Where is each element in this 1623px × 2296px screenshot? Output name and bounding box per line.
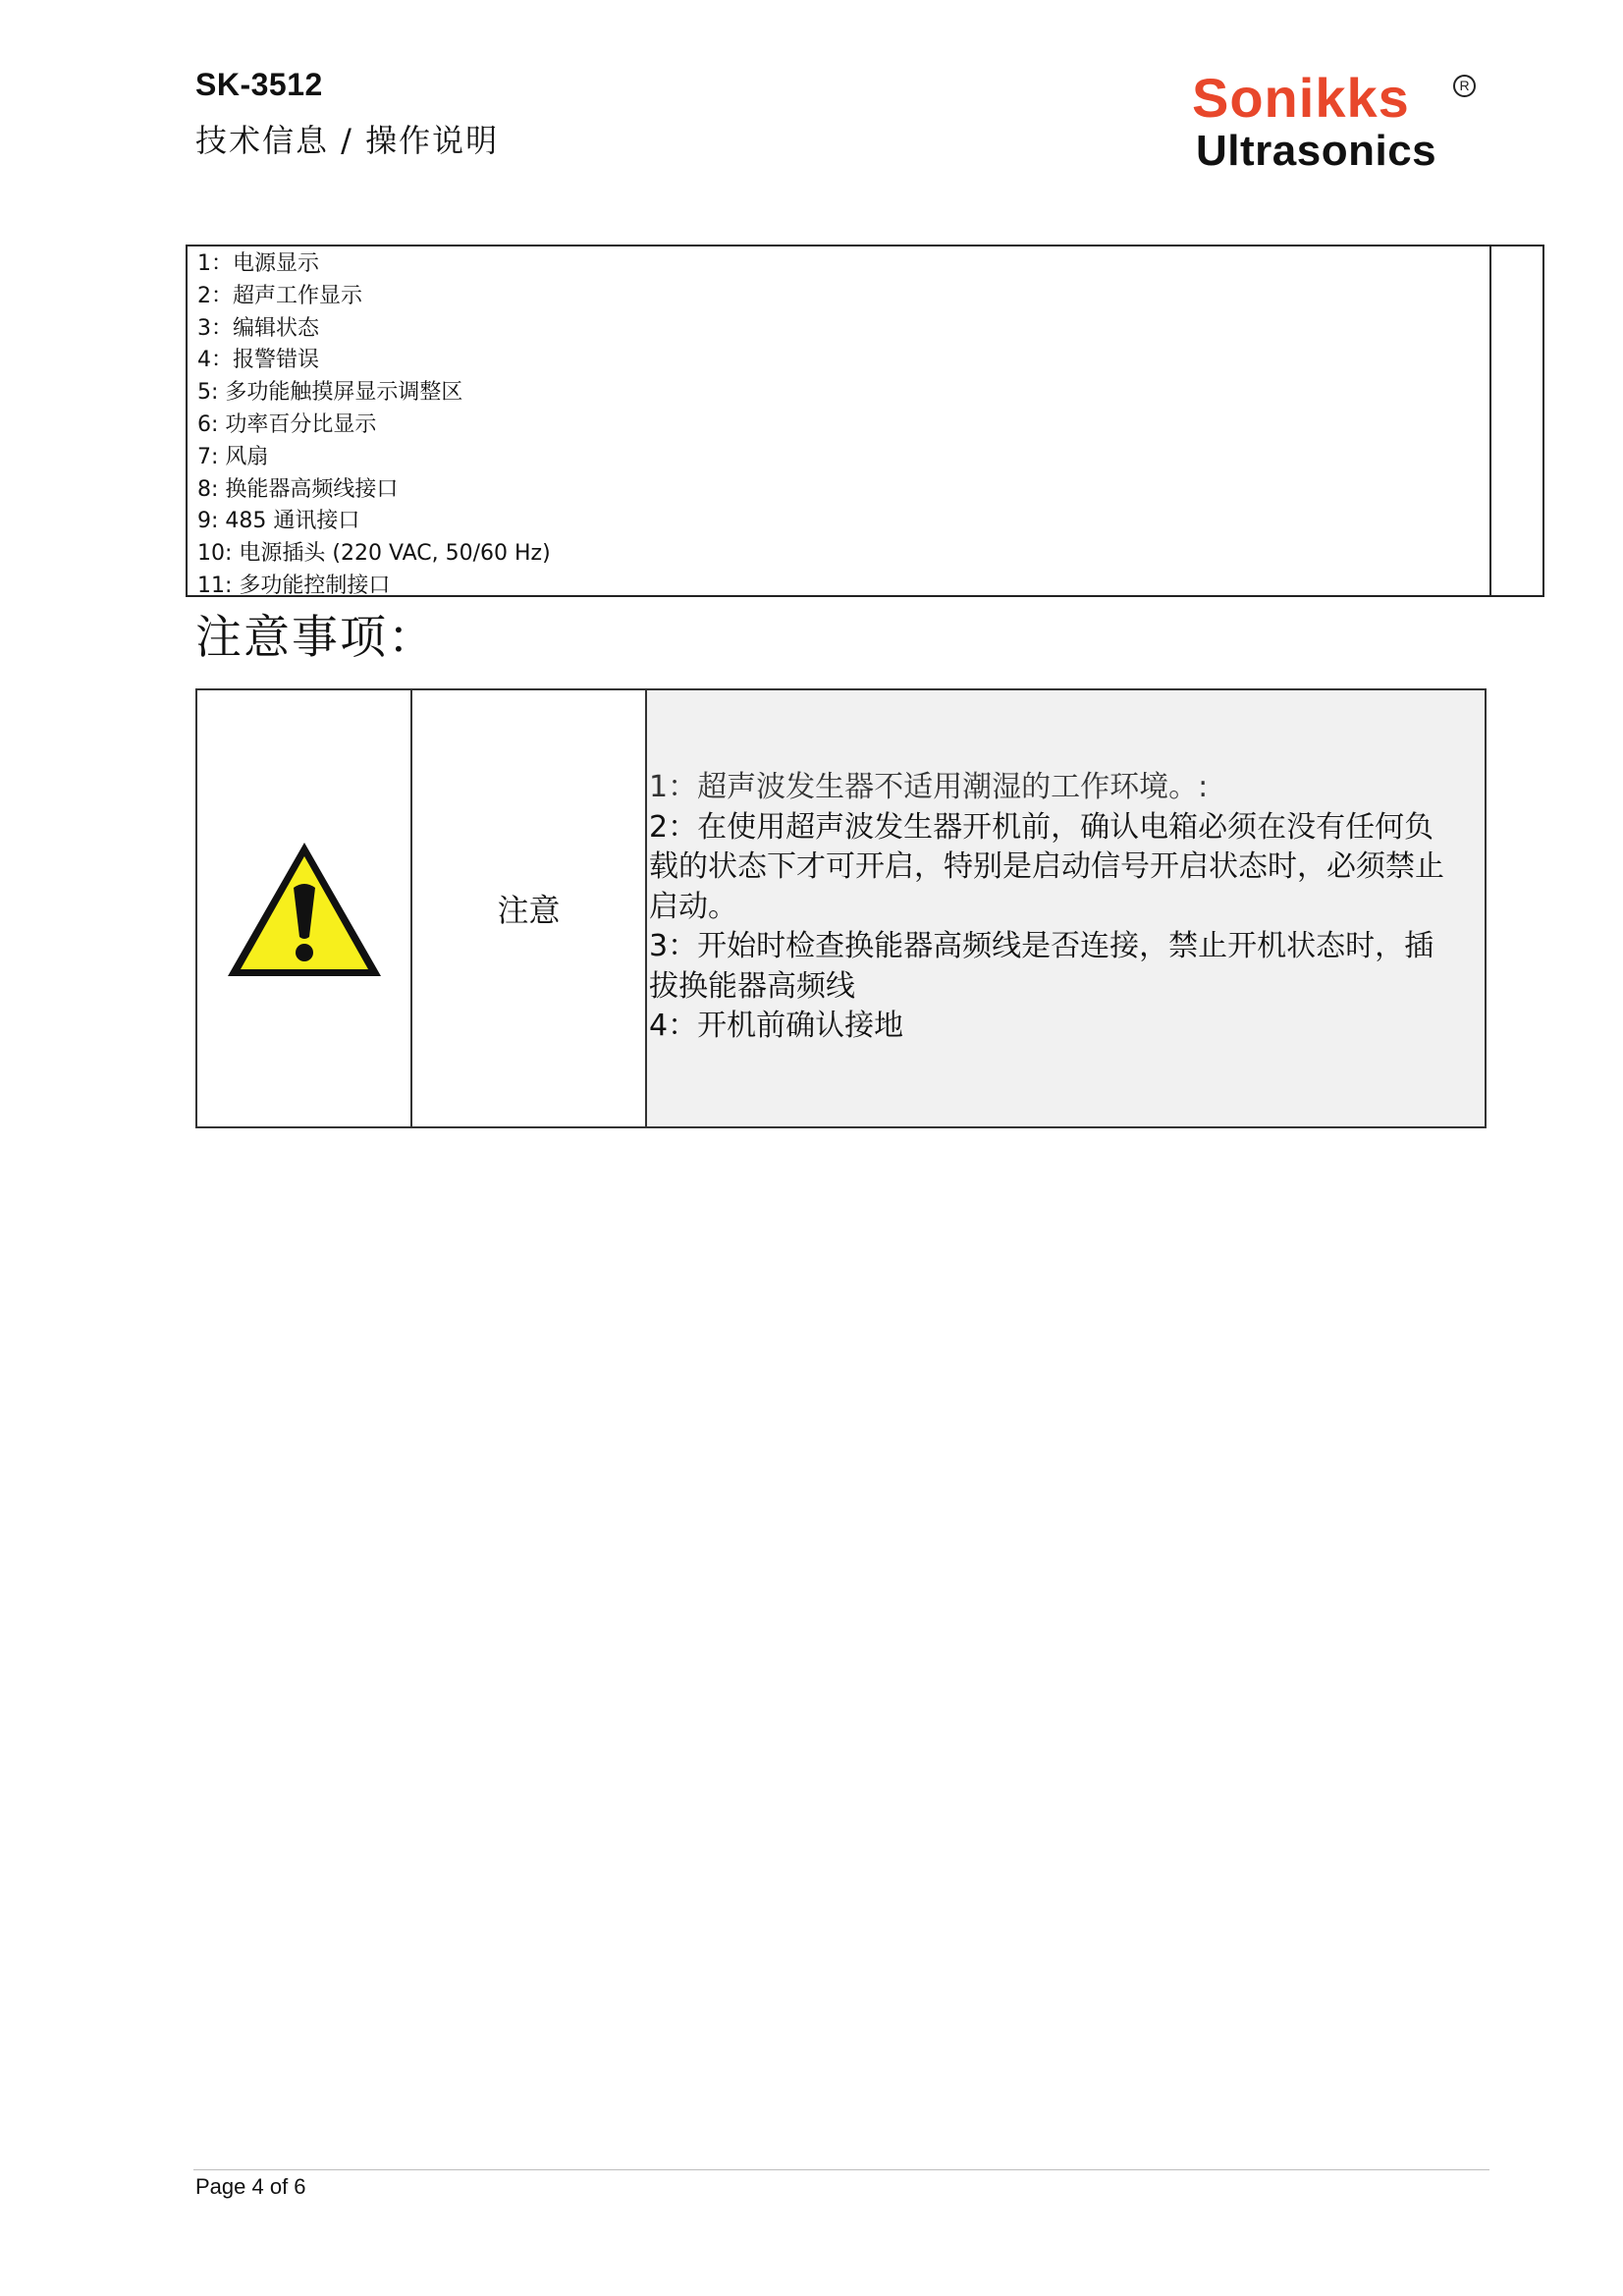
legend-side-column [1489, 246, 1491, 595]
legend-item: 6: 功率百分比显示 [197, 411, 377, 437]
legend-item: 10: 电源插头 (220 VAC, 50/60 Hz) [197, 541, 551, 567]
caution-text-cell [647, 690, 1485, 1126]
logo-subline-text: Ultrasonics [1196, 127, 1437, 175]
caution-line: 3：开始时检查换能器高频线是否连接，禁止开机状态时，插 [649, 929, 1434, 963]
legend-item: 8: 换能器高频线接口 [197, 476, 399, 502]
footer-divider [193, 2169, 1489, 2170]
legend-item: 7: 风扇 [197, 444, 269, 469]
document-subtitle: 技术信息 / 操作说明 [195, 122, 500, 159]
caution-label: 注意 [497, 892, 561, 929]
notice-section-title: 注意事项： [195, 611, 436, 665]
registered-mark-icon: R [1453, 75, 1476, 97]
caution-table [195, 688, 1487, 1128]
legend-item: 1：电源显示 [197, 251, 319, 276]
caution-line: 启动。 [649, 889, 737, 924]
caution-icon-cell [197, 690, 412, 1126]
warning-triangle-icon [224, 839, 385, 980]
logo-brand-text: Sonikks [1192, 67, 1410, 129]
caution-line: 4：开机前确认接地 [649, 1009, 904, 1043]
caution-line: 2：在使用超声波发生器开机前，确认电箱必须在没有任何负 [649, 809, 1434, 845]
legend-item: 3：编辑状态 [197, 315, 319, 341]
legend-item: 9: 485 通讯接口 [197, 509, 360, 534]
page-number: Page 4 of 6 [195, 2174, 306, 2199]
legend-list [197, 248, 551, 603]
legend-item: 11: 多功能控制接口 [197, 573, 391, 598]
legend-item: 2：超声工作显示 [197, 283, 362, 308]
legend-item: 5: 多功能触摸屏显示调整区 [197, 380, 463, 406]
legend-item: 4：报警错误 [197, 348, 319, 373]
caution-line: 载的状态下才可开启，特别是启动信号开启状态时，必须禁止 [649, 849, 1444, 884]
caution-lines [649, 768, 1484, 1047]
caution-label-cell [412, 690, 647, 1126]
document-model: SK-3512 [195, 67, 323, 102]
caution-line: 1：超声波发生器不适用潮湿的工作环境。: [649, 770, 1209, 804]
brand-logo [1190, 67, 1485, 189]
legend-table [186, 245, 1544, 597]
caution-line: 拔换能器高频线 [649, 968, 855, 1004]
